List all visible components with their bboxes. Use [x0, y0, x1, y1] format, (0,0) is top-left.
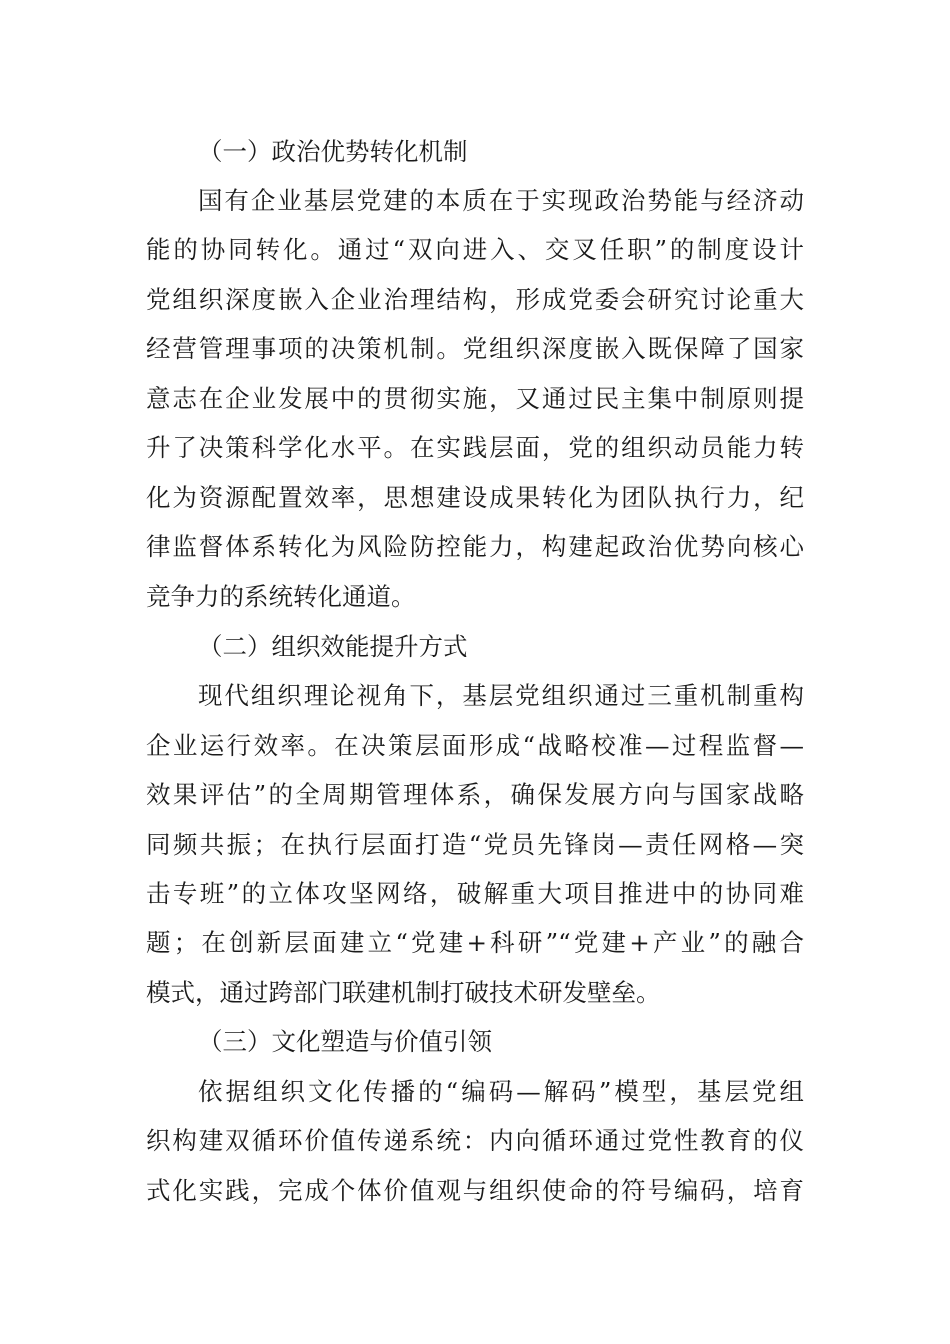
paragraph-line: 能的协同转化。通过“双向进入、交叉任职”的制度设计 [146, 235, 804, 264]
paragraph-line: 式化实践，完成个体价值观与组织使命的符号编码，培育 [146, 1176, 804, 1205]
paragraph-line: 同频共振；在执行层面打造“党员先锋岗—责任网格—突 [146, 830, 804, 859]
paragraph-line: 效果评估”的全周期管理体系，确保发展方向与国家战略 [146, 780, 804, 809]
paragraph-line: 依据组织文化传播的“编码—解码”模型，基层党组 [198, 1077, 804, 1106]
paragraph-line: 国有企业基层党建的本质在于实现政治势能与经济动 [198, 186, 804, 215]
paragraph-line: 织构建双循环价值传递系统：内向循环通过党性教育的仪 [146, 1126, 804, 1155]
paragraph-line: 升了决策科学化水平。在实践层面，党的组织动员能力转 [146, 433, 804, 462]
section-heading-1: （一）政治优势转化机制 [198, 137, 468, 166]
paragraph-line: 现代组织理论视角下，基层党组织通过三重机制重构 [198, 681, 804, 710]
paragraph-line: 题；在创新层面建立“党建+科研”“党建+产业”的融合 [146, 928, 804, 957]
paragraph-line: 经营管理事项的决策机制。党组织深度嵌入既保障了国家 [146, 334, 804, 363]
section-heading-3: （三）文化塑造与价值引领 [198, 1027, 492, 1056]
paragraph-line: 党组织深度嵌入企业治理结构，形成党委会研究讨论重大 [146, 285, 804, 314]
paragraph-line: 律监督体系转化为风险防控能力，构建起政治优势向核心 [146, 532, 804, 561]
paragraph-line: 企业运行效率。在决策层面形成“战略校准—过程监督— [146, 731, 804, 760]
paragraph-line: 意志在企业发展中的贯彻实施，又通过民主集中制原则提 [146, 384, 804, 413]
paragraph-line: 竞争力的系统转化通道。 [146, 582, 416, 611]
paragraph-line: 模式，通过跨部门联建机制打破技术研发壁垒。 [146, 978, 661, 1007]
paragraph-line: 化为资源配置效率，思想建设成果转化为团队执行力，纪 [146, 483, 804, 512]
paragraph-line: 击专班”的立体攻坚网络，破解重大项目推进中的协同难 [146, 879, 804, 908]
section-heading-2: （二）组织效能提升方式 [198, 632, 468, 661]
